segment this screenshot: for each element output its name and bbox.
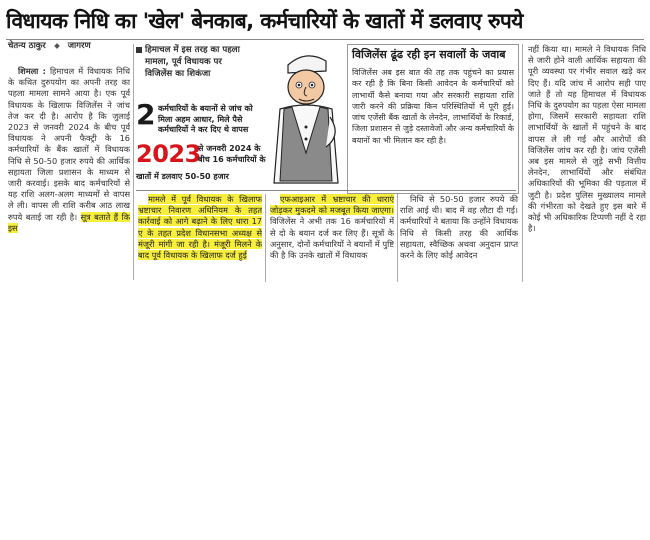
column-1-highlight: सूत्र बताते हैं कि इस xyxy=(8,211,130,233)
column-1-text: हिमाचल में विधायक निधि के कथित दुरुपयोग का अपनी तरह का पहला मामला सामने आया है। एक पूर्व विधायक के खिलाफ विजिलेंस ने जांच तेज कर दी है। आरोप है कि जुलाई 2023 से जनवरी 2024 के बीच पूर्व विधायक ने अपनी फैक्ट्री के 16 कर्मचारियों के बैंक खातों में विधायक निधि से 50-50 हजार रुपये की आर्थिक सहायता जिला प्रशासन के माध्यम से जारी करवाई। इसके बाद कर्मचारियों से यह राशि अलग-अलग माध्यमों से वापस ले ली। वापस ली राशि करीब आठ लाख रुपये बताई जा रही है। xyxy=(8,66,130,222)
fact-year: 2023 xyxy=(136,140,201,168)
fact-text-2: से जनवरी 2024 के बीच 16 कर्मचारियों के xyxy=(198,144,266,164)
sidebar-title: विजिलेंस ढूंढ रही इन सवालों के जवाब xyxy=(352,48,506,61)
sidebar-box xyxy=(347,44,519,194)
column-rule xyxy=(522,44,523,282)
byline-separator-icon xyxy=(54,43,60,49)
article-column-1 xyxy=(8,66,130,280)
column-3-highlight: एफआइआर में भ्रष्टाचार की धाराएं जोड़कर मुकदमे को मजबूत किया जाएगा। xyxy=(270,194,394,216)
column-2-highlight: मामले में पूर्व विधायक के खिलाफ भ्रष्टाचार निवारण अधिनियम के तहत कार्रवाई को आगे बढ़ाने के लिए धारा 17 ए के तहत प्रदेश विधानसभा अध्यक्ष से मंजूरी मांगी जा रही है। मंजूरी मिलने के बाद पूर्व विधायक के खिलाफ दर्ज हुई xyxy=(138,194,262,261)
headline-rule xyxy=(6,39,644,40)
fact-text-3: खातों में डलवाए 50-50 हजार xyxy=(136,172,229,181)
byline-paper: जागरण xyxy=(67,41,91,51)
article-column-5 xyxy=(528,44,646,282)
fact-text-1: कर्मचारियों के बयानों से जांच को मिला अहम आधार, मिले पैसे कर्मचारियों ने कर दिए थे वापस xyxy=(158,104,253,134)
quote-line-2: मामला, पूर्व विधायक पर xyxy=(145,57,222,67)
quote-line-3: विजिलेंस का शिकंजा xyxy=(145,69,211,79)
column-3-text: विजिलेंस ने अभी तक 16 कर्मचारियों में से दो के बयान दर्ज कर लिए हैं। सूत्रों के अनुसार, दोनों कर्मचारियों ने बयानों में पुष्टि की है कि उनके खातों में विधायक xyxy=(270,216,394,261)
bullet-icon xyxy=(136,47,142,53)
fact-box xyxy=(136,100,268,190)
article-column-4 xyxy=(400,194,518,282)
pull-quote xyxy=(136,44,266,100)
politician-cartoon-icon xyxy=(268,43,344,188)
headline: विधायक निधि का 'खेल' बेनकाब, कर्मचारियों के खातों में डलवाए रुपये xyxy=(6,9,523,33)
byline-author: चेतन्य ठाकुर xyxy=(8,41,46,51)
column-rule xyxy=(397,194,398,282)
dateline: शिमला : xyxy=(18,66,46,76)
section-divider xyxy=(136,190,516,191)
article-column-2 xyxy=(138,194,262,282)
article-column-3 xyxy=(270,194,394,282)
column-5-text: नहीं किया था। मामले ने विधायक निधि से जारी होने वाली आर्थिक सहायता की पूरी व्यवस्था पर गंभीर सवाल खड़े कर दिए हैं। यदि जांच में आरोप सही पाए जाते हैं तो यह हिमाचल में विधायक निधि के दुरुपयोग का पहला ऐसा मामला होगा, जिसमें सरकारी सहायता राशि लाभार्थियों के खातों में पहुंचने के बाद वापस ले ली गई और आरोपों की विजिलेंस जांच कर रही है। जांच एजेंसी अब इस मामले से जुड़े सभी वित्तीय लेनदेन, लाभार्थियों और संबंधित अधिकारियों की भूमिका की पड़ताल में जुटी है। प्रदेश पुलिस मुख्यालय मामले की गंभीरता को देखते हुए इस बारे में कोई भी अधिकारिक टिप्पणी नहीं दे रहा है। xyxy=(528,44,646,234)
column-rule xyxy=(265,194,266,282)
column-rule xyxy=(133,44,134,280)
fact-number: 2 xyxy=(136,98,156,131)
byline xyxy=(8,40,91,51)
column-4-text: निधि से 50-50 हजार रुपये की राशि आई थी। बाद में वह लौटा दी गई। कर्मचारियों ने बताया कि उन्होंने विधायक निधि से किसी तरह की आर्थिक सहायता, स्वैच्छिक अथवा अनुदान प्राप्त करने के लिए कोई आवेदन xyxy=(400,194,518,261)
quote-line-1: हिमाचल में इस तरह का पहला xyxy=(145,45,240,55)
sidebar-body: विजिलेंस अब इस बात की तह तक पहुंचने का प्रयास कर रही है कि बिना किसी आवेदन के कर्मचारियों को लाभार्थी कैसे बनाया गया और सरकारी सहायता राशि जारी करने की प्रक्रिया किन परिस्थितियों में पूरी हुई। जांच एजेंसी बैंक खातों के लेनदेन, लाभार्थियों के रिकार्ड, जिला प्रशासन से जुड़े दस्तावेजों और अन्य कर्मचारियों के बयानों का भी मिलान कर रही है। xyxy=(352,68,514,145)
